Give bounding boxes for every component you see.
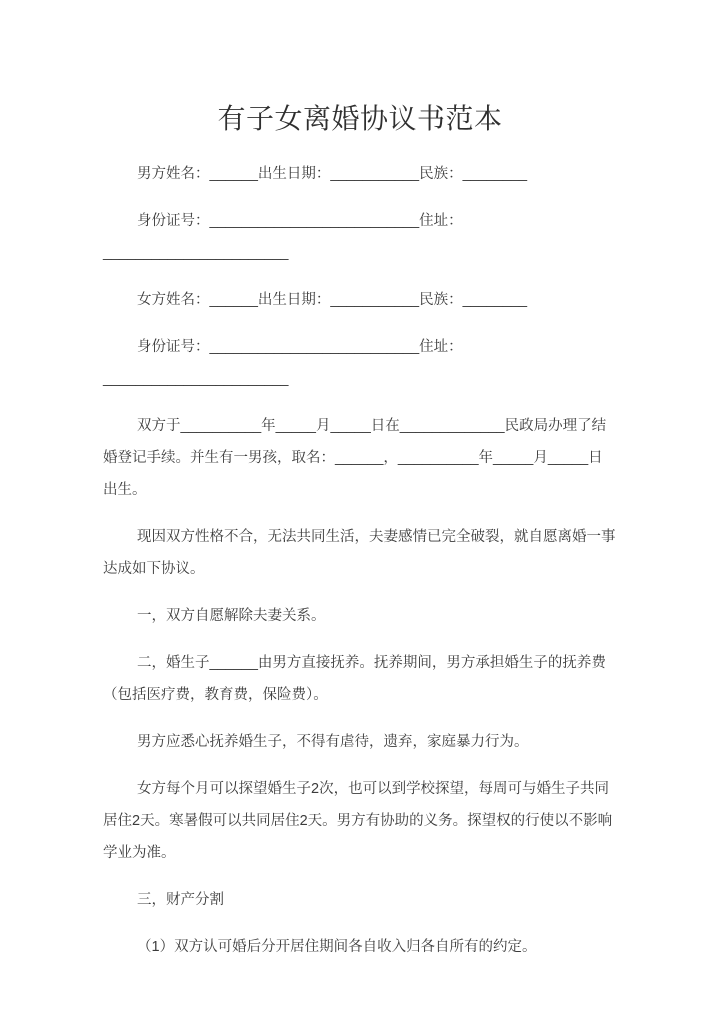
clause-one-paragraph: 一，双方自愿解除夫妻关系。	[137, 608, 326, 624]
clause-two-custody-paragraph: 二，婚生子______由男方直接抚养。抚养期间，男方承担婚生子的抚养费（包括医疗费，教育费，保险费）。	[103, 655, 606, 703]
wife-id-address-line: 身份证号：__________________________住址：_______________________	[103, 339, 463, 387]
divorce-intent-paragraph: 现因双方性格不合，无法共同生活，夫妻感情已完全破裂，就自愿离婚一事达成如下协议。	[103, 529, 616, 577]
property-division-item-1: （1）双方认可婚后分开居住期间各自收入归各自所有的约定。	[137, 939, 537, 955]
custody-obligation-paragraph: 男方应悉心抚养婚生子，不得有虐待，遗弃，家庭暴力行为。	[137, 734, 529, 750]
visitation-rights-paragraph: 女方每个月可以探望婚生子2次，也可以到学校探望，每周可与婚生子共同居住2天。寒暑假可以共同居住2天。男方有协助的义务。探望权的行使以不影响学业为准。	[103, 781, 613, 861]
wife-name-line: 女方姓名：______出生日期：___________民族：________	[137, 292, 528, 308]
marriage-registration-paragraph: 双方于__________年_____月_____日在_____________民政局办理了结婚登记手续。并生有一男孩，取名：______，__________年_____月_____日出生。	[103, 418, 607, 498]
husband-id-address-line: 身份证号：__________________________住址：_______________________	[103, 213, 463, 261]
document-title: 有子女离婚协议书范本	[217, 104, 503, 135]
clause-three-heading: 三，财产分割	[137, 892, 224, 908]
husband-name-line: 男方姓名：______出生日期：___________民族：________	[137, 166, 528, 182]
